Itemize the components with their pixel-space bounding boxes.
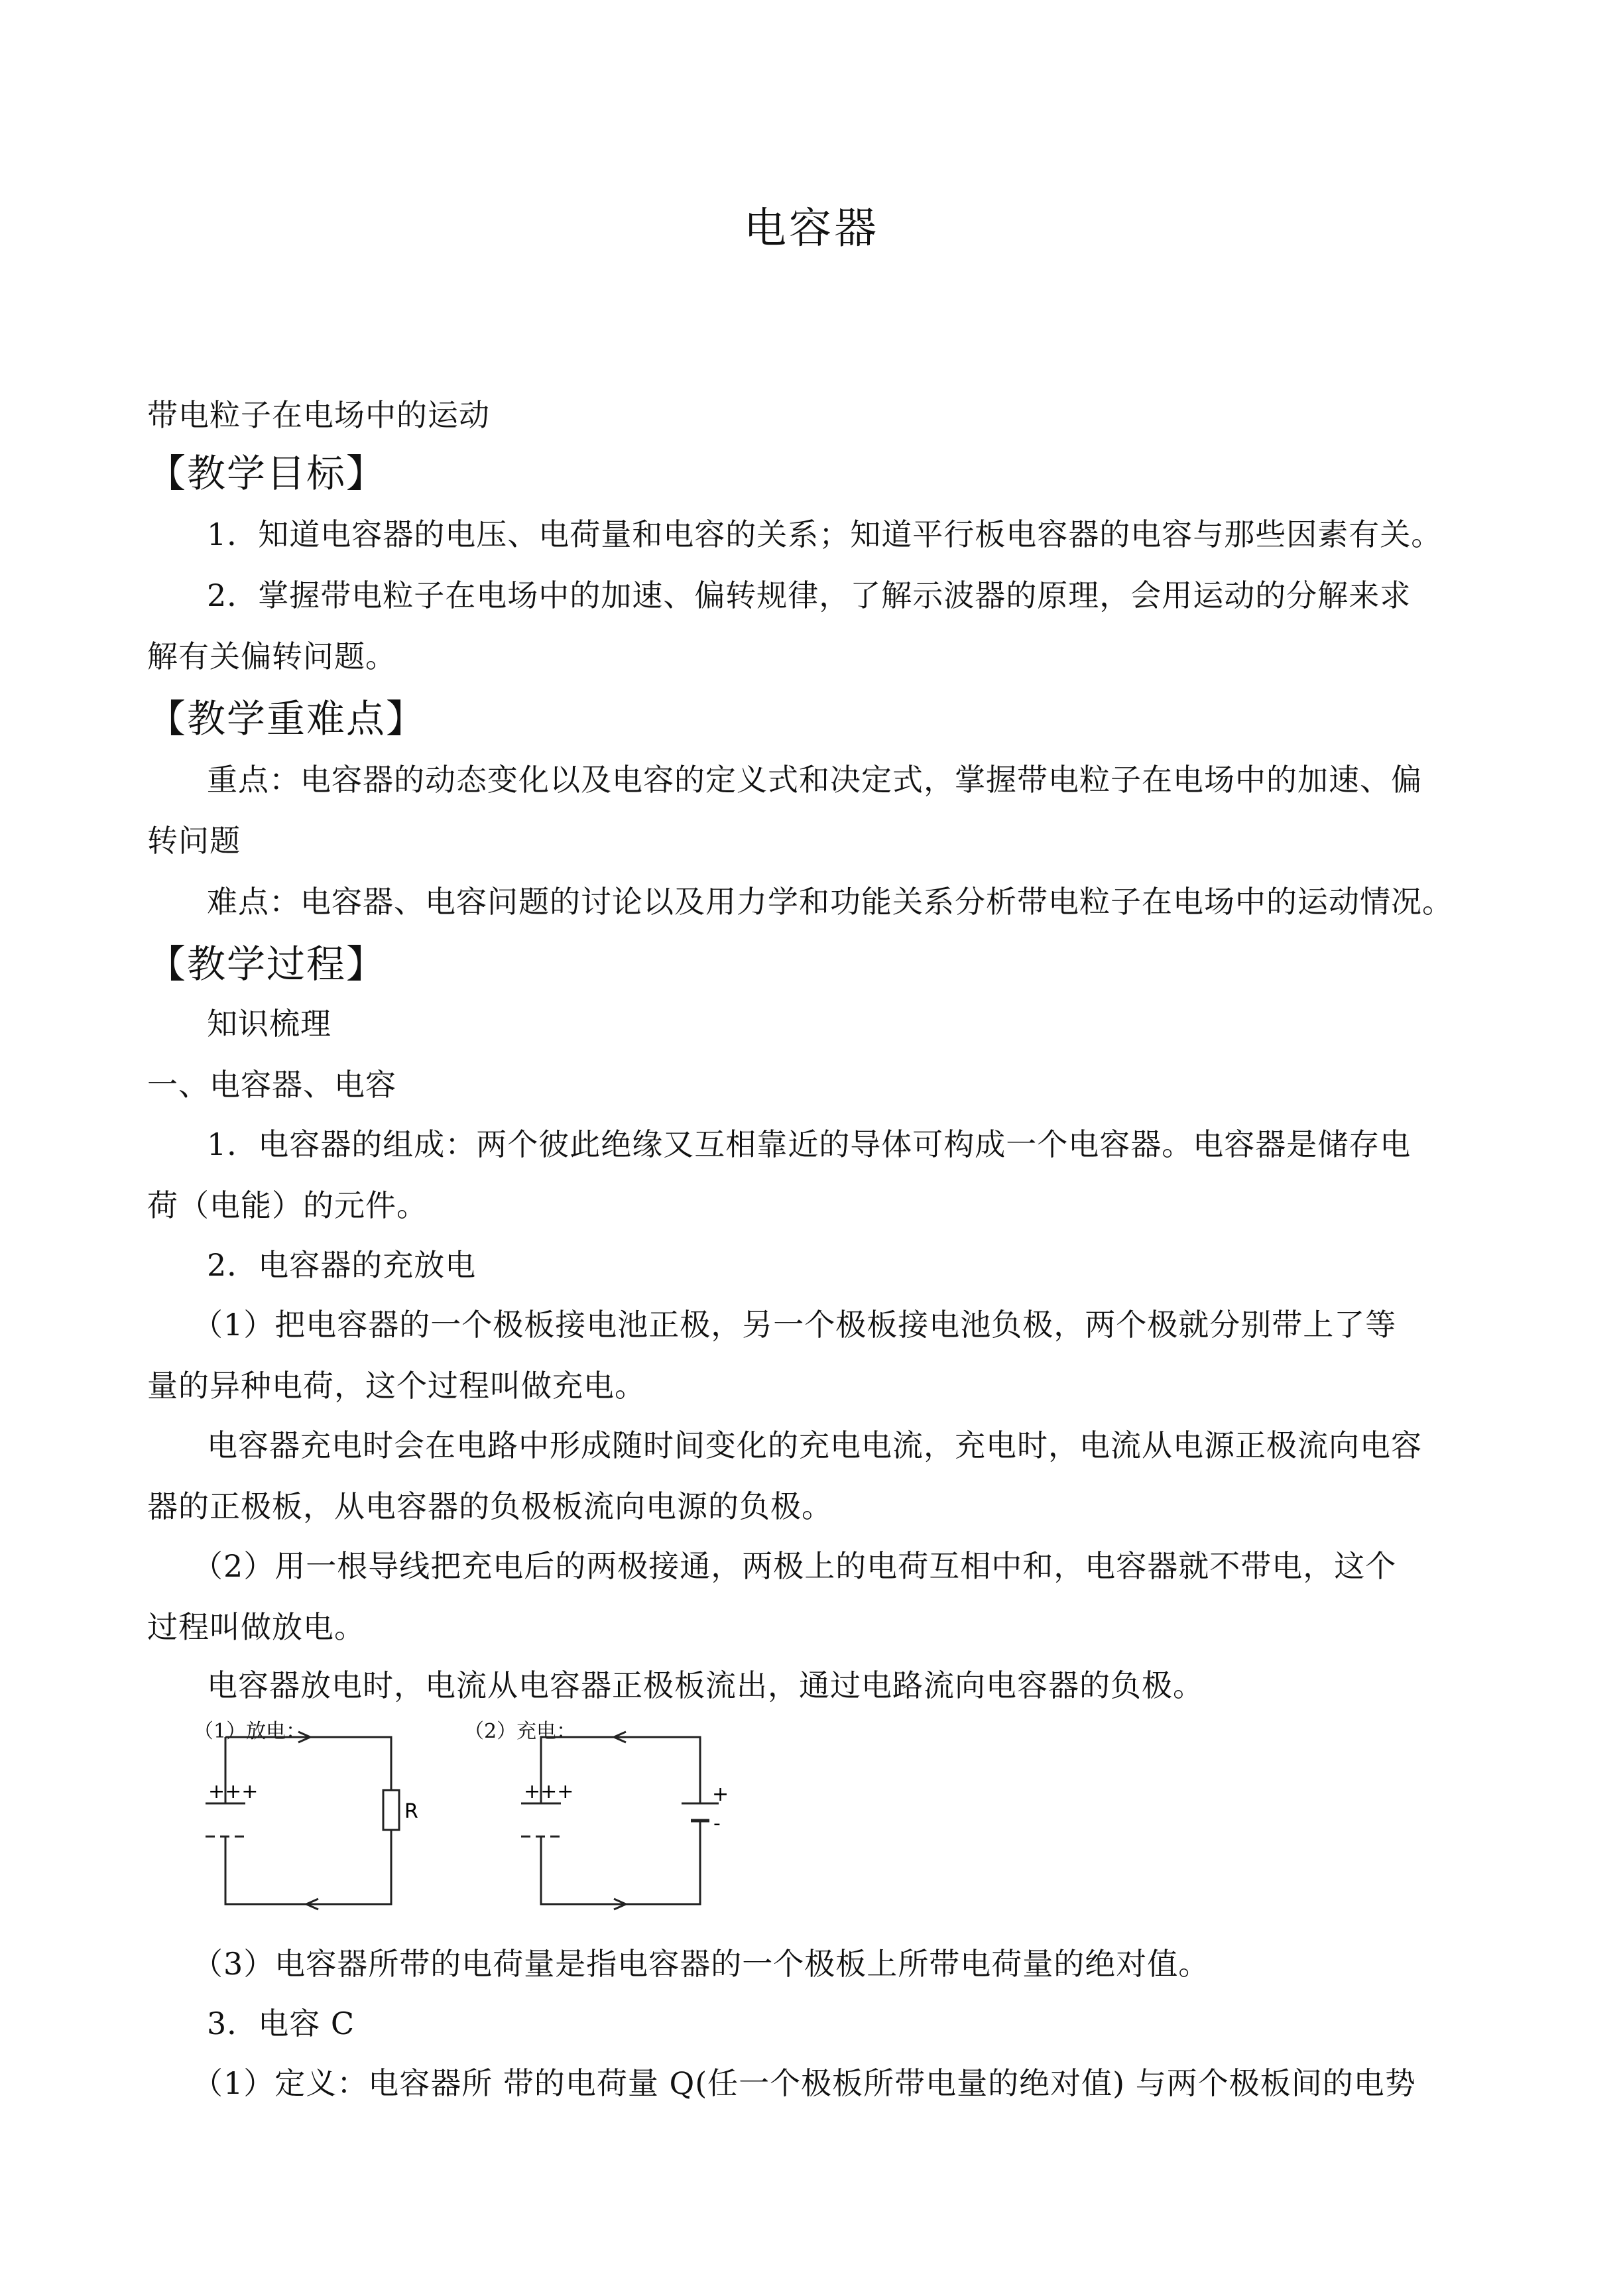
section-heading-process: 【教学过程】 bbox=[147, 941, 387, 987]
subtitle: 带电粒子在电场中的运动 bbox=[147, 397, 490, 433]
difficulty: 难点：电容器、电容问题的讨论以及用力学和功能关系分析带电粒子在电场中的运动情况。 bbox=[207, 884, 1453, 920]
discharge-text: 电容器放电时，电流从电容器正极板流出，通过电路流向电容器的负极。 bbox=[207, 1667, 1204, 1703]
part-one-heading: 一、电容器、电容 bbox=[147, 1067, 396, 1103]
resistor-label: R bbox=[404, 1800, 418, 1823]
p1-line-2: 荷（电能）的元件。 bbox=[147, 1187, 428, 1223]
charge-circuit-diagram bbox=[524, 1737, 740, 1909]
capacitor-plus-signs: +++ bbox=[524, 1780, 574, 1803]
page-title: 电容器 bbox=[744, 204, 879, 253]
p1-line-1: 1．电容器的组成：两个彼此绝缘又互相靠近的导体可构成一个电容器。电容器是储存电 bbox=[207, 1126, 1412, 1162]
discharge-bottom-wire bbox=[225, 1830, 391, 1904]
goal-1: 1．知道电容器的电压、电荷量和电容的关系；知道平行板电容器的电容与那些因素有关。 bbox=[207, 516, 1443, 552]
charge-bottom-wire bbox=[541, 1821, 700, 1904]
section-heading-goals: 【教学目标】 bbox=[147, 451, 387, 496]
p3-1-line: （1）定义：电容器所 带的电荷量 Q(任一个极板所带电量的绝对值) 与两个极板间的电势 bbox=[192, 2065, 1416, 2101]
p2-heading: 2．电容器的充放电 bbox=[207, 1247, 477, 1283]
goal-2-line-2: 解有关偏转问题。 bbox=[147, 638, 396, 674]
charge-figure-label: （2）充电： bbox=[464, 1720, 577, 1743]
p2-1-line-1: （1）把电容器的一个极板接电池正极，另一个极板接电池负极，两个极就分别带上了等 bbox=[192, 1307, 1397, 1343]
capacitor-plus-signs: +++ bbox=[208, 1780, 259, 1803]
discharge-figure-label: （1）放电： bbox=[194, 1720, 306, 1743]
battery-plus-sign: + bbox=[712, 1783, 729, 1806]
battery-minus-sign: - bbox=[713, 1812, 721, 1835]
p2-2-line-1: （2）用一根导线把充电后的两极接通，两极上的电荷互相中和，电容器就不带电，这个 bbox=[192, 1548, 1397, 1584]
p3-heading: 3．电容 C bbox=[207, 2006, 355, 2041]
p2-2-line-2: 过程叫做放电。 bbox=[147, 1609, 365, 1645]
knowledge-summary: 知识梳理 bbox=[207, 1006, 331, 1042]
key-point-line-1: 重点：电容器的动态变化以及电容的定义式和决定式，掌握带电粒子在电场中的加速、偏 bbox=[207, 762, 1422, 798]
charge-line-2: 器的正极板，从电容器的负极板流向电源的负极。 bbox=[147, 1488, 833, 1524]
p2-3: （3）电容器所带的电荷量是指电容器的一个极板上所带电荷量的绝对值。 bbox=[192, 1946, 1210, 1982]
section-heading-key-points: 【教学重难点】 bbox=[147, 696, 426, 741]
key-point-line-2: 转问题 bbox=[147, 823, 241, 859]
goal-2-line-1: 2．掌握带电粒子在电场中的加速、偏转规律，了解示波器的原理，会用运动的分解来求 bbox=[207, 577, 1412, 613]
resistor bbox=[383, 1790, 399, 1830]
charge-line-1: 电容器充电时会在电路中形成随时间变化的充电电流，充电时，电流从电源正极流向电容 bbox=[207, 1427, 1422, 1463]
p2-1-line-2: 量的异种电荷，这个过程叫做充电。 bbox=[147, 1368, 646, 1404]
discharge-circuit-diagram bbox=[208, 1737, 424, 1909]
